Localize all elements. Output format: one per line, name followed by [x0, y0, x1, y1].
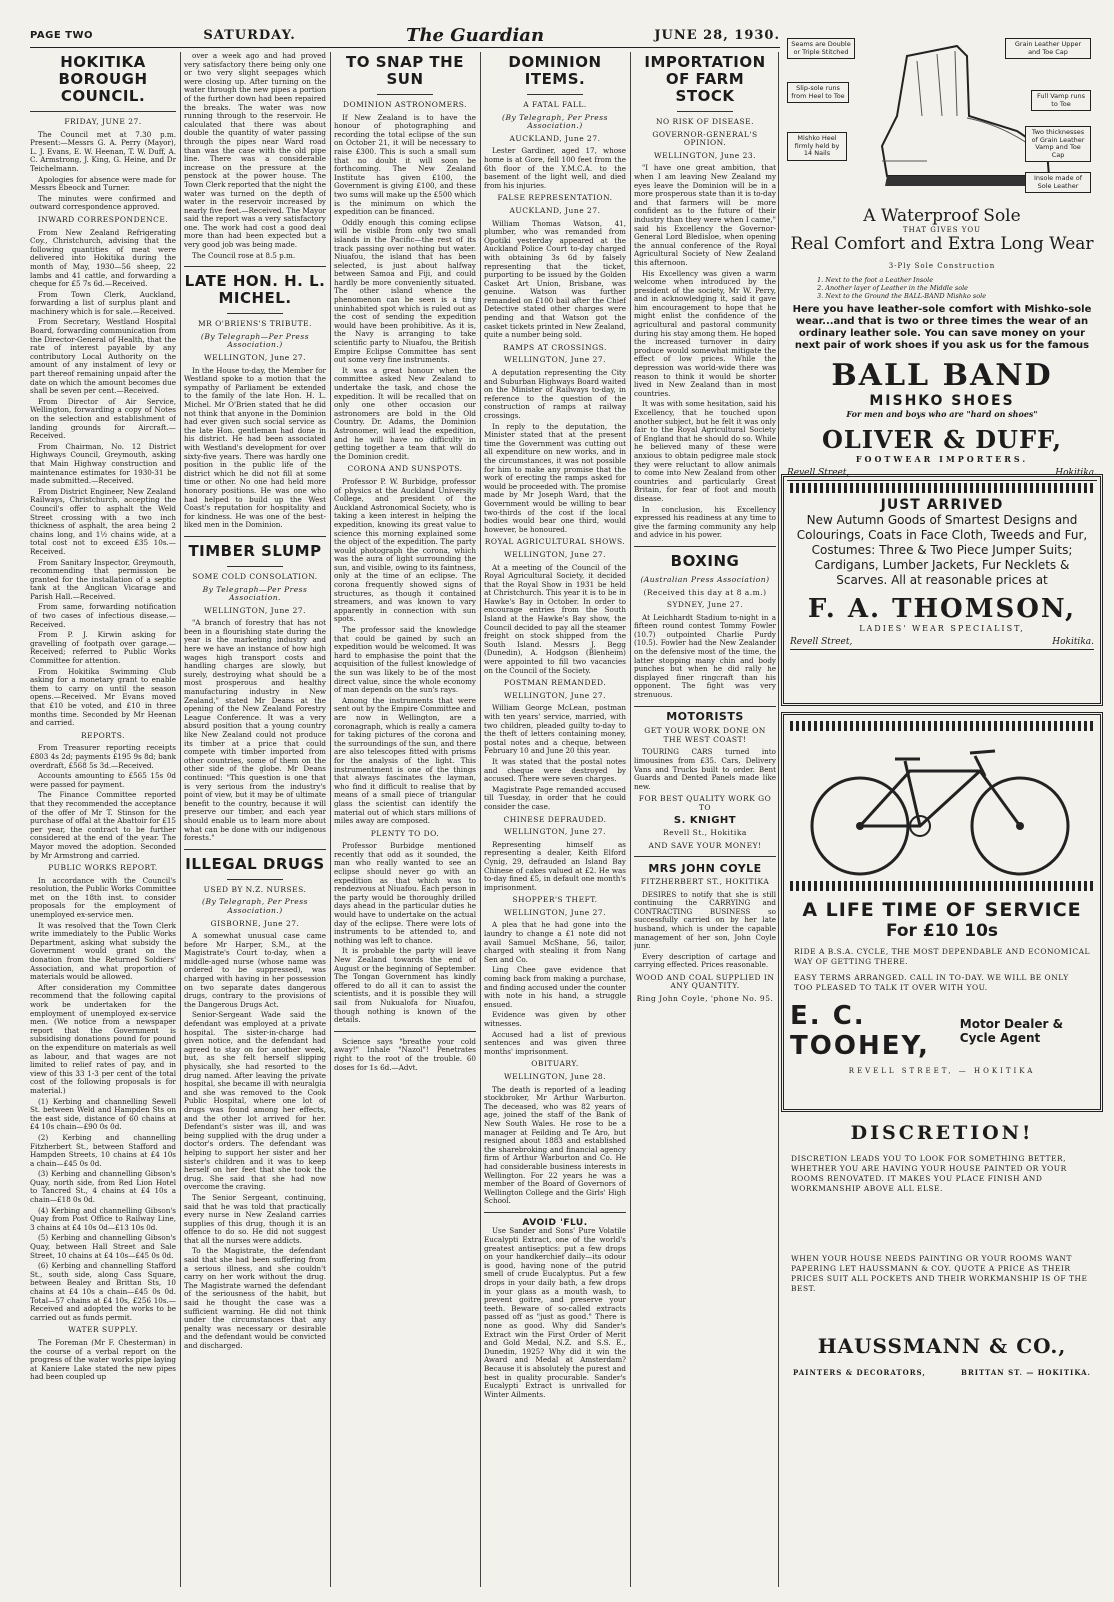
advert-coyle-address: FITZHERBERT ST., HOKITIKA: [640, 876, 770, 886]
paragraph: (5) Kerbing and channelling Gibson's Quay, between Hall Street and Sale Street, 10 chains at £4 10s—£45 0s 0d.: [30, 1233, 176, 1260]
advert-heading: DISCRETION!: [850, 1122, 1034, 1144]
paragraph: The death is reported of a leading stockbroker, Mr Arthur Warburton. The deceased, who was 82 years of age, joined the staff of the Bank of New South Wales. He rose to be a manager at Feilding and Te Aro, but resigned about 1883 and established the sharebroking and financial agency firm of Arthur Warburton and Co. He had considerable business interests in Wellington. For 22 years he was a member of the Board of Governors of Wellington College and the Girls' High School.: [484, 1084, 626, 1206]
advert-motorists-body: TOURING CARS turned into limousines from £35. Cars, Delivery Vans and Trucks built to order. Bent Guards and Dented Panels made like new.: [634, 747, 776, 791]
list-item: 2. Another layer of Leather in the Middle sole: [817, 284, 969, 292]
address-street: Revell Street,: [787, 468, 850, 478]
paragraph: The Senior Sergeant, continuing, said that he was told that practically every nurse in New Zealand carries supplies of this drug, though it is an offence to do so. He did not suggest that all the nurses were addicts.: [184, 1192, 326, 1245]
paragraph: It was resolved that the Town Clerk write immediately to the Public Works Department, asking what subsidy the Government would grant on the donation from the Returned Soldiers' Association, and what proportion of materials would be allowed.: [30, 920, 176, 982]
paragraph: To the Magistrate, the defendant said that she had been suffering from a serious illness, and she couldn't carry on her work without the drug. The Magistrate warned the defendant of the seriousness of the habit, but said he thought the case was a sufficient warning. He did not think under the circumstances that any penalty was necessary or desirable and the defendant would be convicted and discharged.: [184, 1246, 326, 1350]
firm-name: F. A. THOMSON,: [807, 594, 1077, 624]
subheading: RAMPS AT CROSSINGS.: [503, 342, 607, 352]
advert-body: RIDE A B.S.A. CYCLE, THE MOST DEPENDABLE AND ECONOMICAL WAY OF GETTING THERE.: [794, 947, 1090, 966]
paragraph: From Treasurer reporting receipts £803 4s 2d; payments £195 9s 8d; bank overdraft, £568 5s 3d.—Received.: [30, 743, 176, 770]
paragraph: Evidence was given by other witnesses.: [484, 1010, 626, 1028]
advert-body: DISCRETION LEADS YOU TO LOOK FOR SOMETHING BETTER, WHETHER YOU ARE HAVING YOUR HOUSE PAINTED OR YOUR ROOMS RENOVATED. IT MAKES YOU PLACE FINISH AND WORKMANSHIP ABOVE ALL ELSE.: [791, 1154, 1067, 1193]
advertisements-column: [781, 36, 1103, 1592]
divider: [634, 856, 776, 857]
column-rule: [630, 52, 631, 1587]
firm-description: Motor Dealer & Cycle Agent: [959, 1017, 1064, 1045]
headline-dominion-items: DOMINION ITEMS.: [508, 53, 602, 88]
masthead: [30, 26, 780, 48]
divider: [677, 111, 734, 112]
address-town: Hokitika.: [1055, 468, 1097, 478]
divider: [634, 706, 776, 707]
divider: [227, 566, 284, 567]
dateline: FRIDAY, JUNE 27.: [64, 117, 142, 126]
paragraph: From Director of Air Service, Wellington, forwarding a copy of Notes on the selection and establishment of landing grounds for Aircraft.—Received.: [30, 396, 176, 441]
paragraph: Ling Chee gave evidence that coming back from making a purchase, and finding accused under the counter with note in his hand, a struggle ensued.: [484, 965, 626, 1009]
advert-nazol: Science says "breathe your cold away!" Inhale "Nazol"! Penetrates right to the root of the trouble. 60 doses for 1s 6d.—Advt.: [334, 1036, 476, 1072]
paragraph: It was stated that the postal notes and cheque were destroyed by accused. There were seven charges.: [484, 756, 626, 784]
advert-tagline: For men and boys who are "hard on shoes": [846, 409, 1038, 419]
firm-address: [787, 1368, 1097, 1377]
column-eclipse: [334, 52, 476, 1592]
advert-list-heading: 3-Ply Sole Construction: [888, 262, 996, 270]
dateline: SYDNEY, June 27.: [666, 600, 744, 610]
divider: [184, 536, 326, 537]
advert-knight-name: S. KNIGHT: [673, 814, 737, 826]
headline-farm-stock: IMPORTATION OF FARM STOCK: [644, 53, 766, 105]
paragraph: Oddly enough this coming eclipse will be visible from only two small islands in the Pacific—the rest of its track passing over nothing but water. Niuafou, the island that has been selected, is just about halfway between Samoa and Fiji, and could hardly be more conveniently situated. The other island whence the phenomenon can be seen is a tiny uninhabited spot which is ruled out as the cost of sending the expedition would have been prohibitive. As it is, the Navy is arranging to take scientific party to Niuafou, the British Empire Eclipse Committee has sent out some very fine instruments.: [334, 217, 476, 365]
advert-heading: JUST ARRIVED: [880, 497, 1004, 513]
dateline: WELLINGTON, June 27.: [503, 549, 607, 559]
divider: [484, 1212, 626, 1213]
paragraph: If New Zealand is to have the honour of photographing and recording the total eclipse of the sun on October 21, it will be necessary to raise £300. This is such a small sum that no doubt it will soon be forthcoming. The New Zealand Institute has given £100, the Government is giving £100, and these two sums will make up the £500 which is the minimum on which the expedition can be financed.: [334, 112, 476, 217]
advert-knight-tagline: AND SAVE YOUR MONEY!: [648, 840, 762, 850]
byline: (By Telegraph, Per Press Association.): [202, 897, 308, 915]
dateline: GISBORNE, June 27.: [210, 918, 300, 928]
paragraph: (2) Kerbing and channelling Fitzherbert St., between Stafford and Hampden Streets, 10 chains at £4 10s a chain—£45 0s 0d.: [30, 1132, 176, 1168]
dateline: AUCKLAND, June 27.: [509, 205, 601, 215]
shoe-label: Two thicknesses of Grain Leather Vamp and Toe Cap: [1025, 126, 1091, 162]
paragraph: His Excellency was given a warm welcome when introduced by the president of the society, Mr W. Perry, and in acknowledging it, said it gave him encouragement to hope that he might enlist the confidence of the agricultural and pastoral community during his stay among them. He hoped the increased turnover in dairy produce would somewhat mitigate the effect of low prices. While the depression was world-wide there was reason to think it would be shorter lived in New Zealand than in most countries.: [634, 268, 776, 398]
paragraph: From Secretary, Westland Hospital Board, forwarding communication from the Director-General of Health, that the rate of interest payable by any contributory Local Authority on the amount of any instalment of levy or part thereof remaining unpaid after the date on which the amount becomes due shall be seven per cent.—Received.: [30, 317, 176, 396]
subheading: ROYAL AGRICULTURAL SHOWS.: [484, 537, 626, 547]
column-rule: [480, 52, 481, 1587]
paragraph: over a week ago and had proved very satisfactory there being only one or two very slight seepages which were closing up. After turning on the water through the new pipes a portion of the further down had been repaired the breaks. The water was now running through to the reservoir. He calculated that there was about double the quantity of water passing through the pipes near Ward road than was the case with the old pipe line. There was a considerable increase on the pressure at the penstock at the power house. The Town Clerk reported that the night the water was turned on the depth of water in the reservoir increased by nearly five feet.—Received. The Mayor said the report was a very satisfactory one. The work had cost a good deal more than had been expected but a very good job was being made.: [184, 52, 326, 250]
paragraph: After consideration my Committee recommend that the following capital work be undertaken for the employment of unemployed ex-service men. (We notice from a newspaper report that the Government is subsidising donations pound for pound on the expenditure on materials as well as labour, and that wages are not limited to relief rates of pay, and in view of this 33 1-3 per cent of the total cost of the following proposals is for material.): [30, 982, 176, 1095]
dateline: WELLINGTON, June 27.: [503, 827, 607, 837]
headline-avoid-flu: AVOID 'FLU.: [522, 1217, 588, 1228]
advert-haussmann: [781, 1122, 1103, 1580]
paragraph: In reply to the deputation, the Minister stated that at the present time the Government was cutting out all expenditure on new works, and in the circumstances, it was not possible for him to make any promise that the work of erecting the ramps asked for would be proceeded with. The promise made by Mr Joseph Ward, that the Government would be willing to bear two-thirds of the cost if the local bodies would bear one third, would however, be honoured.: [484, 421, 626, 534]
dateline: WELLINGTON, June 28.: [503, 1071, 607, 1081]
paragraph: It is probable the party will leave New Zealand towards the end of August or the beginning of September. The Tongan Government has kindly offered to do all it can to assist the scientists, and it is possible they will sail from Nukualofa for Niuafou, though nothing is known of the details.: [334, 946, 476, 1025]
divider: [527, 94, 584, 95]
masthead-date: JUNE 28, 1930.: [654, 28, 780, 43]
shoe-illustration: [787, 36, 1097, 206]
subheading: FALSE REPRESENTATION.: [497, 193, 613, 203]
paragraph: William George McLean, postman with ten years' service, married, with two children, pleaded guilty to-day to the theft of letters containing money, postal notes and a cheque, between February 10 and June 20 this year.: [484, 703, 626, 756]
paragraph: A deputation representing the City and Suburban Highways Board waited on the Minister of Railways to-day, in reference to the question of the construction of ramps at railway crossings.: [484, 368, 626, 420]
advert-subheading: THAT GIVES YOU: [902, 226, 982, 234]
subheading: CORONA AND SUNSPOTS.: [347, 464, 463, 474]
paragraph: From P. J. Kirwin asking for gravelling of footpath over garage.—Received; referred to Public Works Committee for attention.: [30, 630, 176, 666]
subheading: INWARD CORRESPONDENCE.: [37, 214, 169, 224]
byline: By Telegraph—Per Press Association.: [202, 584, 308, 603]
address-street: BRITTAN ST. — HOKITIKA.: [961, 1368, 1091, 1377]
advert-body: EASY TERMS ARRANGED. CALL IN TO-DAY. WE WILL BE ONLY TOO PLEASED TO TALK IT OVER WITH YOU.: [794, 973, 1069, 992]
paragraph: At a meeting of the Council of the Royal Agricultural Society, it decided that the Royal Show in 1931 be held at Christchurch. This year it is to be in Hawke's Bay in October. In order to encourage entries from the South Island at the Hawke's Bay show, the Council decided to pay all the steamer freight on stock shipped from the South Island. Messrs J. Begg (Dunedin), A. Hodgson (Blenheim) were appointed to fill two vacancies on the Council of the Society.: [484, 562, 626, 675]
byline: (By Telegraph—Per Press Association.): [200, 331, 310, 350]
dateline: AUCKLAND, June 27.: [509, 133, 601, 143]
advert-ball-band: [781, 36, 1103, 478]
firm-description: PAINTERS & DECORATORS,: [793, 1368, 926, 1377]
divider: [30, 111, 176, 112]
shoe-label: Slip-sole runs from Heel to Toe: [787, 82, 849, 103]
list-item: 1. Next to the foot a Leather Insole: [817, 276, 934, 284]
byline: (Australian Press Association): [640, 574, 770, 584]
column-rule: [778, 52, 779, 1587]
paragraph: (1) Kerbing and channelling Sewell St. between Weld and Hampden Sts on the east side, distance of 60 chains at £4 10s chain—£90 0s 0d.: [30, 1096, 176, 1132]
paragraph: It was a great honour when the committee asked New Zealand to undertake the task, and chose the expedition. It will be recalled that on only one other occasion our astronomers are bold in the Old Country. Dr. Adams, the Dominion Astronomer, will lead the expedition, and he will have no difficulty in getting together a team that will do the Dominion credit.: [334, 365, 476, 461]
headline-drugs: ILLEGAL DRUGS: [185, 854, 325, 873]
address-street: Revell Street,: [790, 637, 853, 647]
bicycle-icon: [790, 731, 1090, 881]
masthead-day: SATURDAY.: [203, 28, 296, 43]
paragraph: "A branch of forestry that has not been in a flourishing state during the year is the marketing industry and here we have an instance of how high wages high transport costs and handling charges are slowly, but surely, destroying what should be a most prosperous and healthy manufacturing industry in New Zealand," stated Mr Deans at the opening of the New Zealand Forestry League Conference. It was a very absurd position that a young country like New Zealand could not produce its timber at a price that could compete with timber imported from other countries, some of them on the other side of the globe. Mr Deans continued: "This question is one that is very serious from the industry's point of view, but it may be of ultimate benefit to the country, because it will preserve our timber, and each year should enable us to learn more about what can be done with our indigenous forests.": [184, 618, 326, 843]
advert-body: WHEN YOUR HOUSE NEEDS PAINTING OR YOUR ROOMS WANT PAPERING LET HAUSSMANN & COY. QUOTE A PRICE AS THEIR PRICES SUIT ALL POCKETS AND THEIR WORKMANSHIP IS OF THE BEST.: [791, 1254, 1088, 1293]
decorative-border: [790, 483, 1094, 493]
decorative-border: [790, 721, 1094, 731]
paragraph: The professor said the knowledge that could be gained by such an expedition would be welcomed. It was hard to emphasise the point that the acquisition of the fullest knowledge of the sun was likely to be of the most direct value, since the whole economy of man depends on the sun's rays.: [334, 625, 476, 695]
divider: [334, 1031, 476, 1032]
divider: [184, 266, 326, 267]
advert-heading: A LIFE TIME OF SERVICE: [802, 899, 1082, 921]
advert-thomson: [781, 474, 1103, 706]
paragraph: The minutes were confirmed and outward correspondence approved.: [30, 193, 176, 212]
paragraph: From New Zealand Refrigerating Coy., Christchurch, advising that the following quantities of meat were delivered into Hokitika during the month of May, 1930—56 sheep, 22 lambs and 41 cattle, and forwarding a cheque for £5 7s 6d.—Received.: [30, 227, 176, 289]
firm-name: E. C. TOOHEY,: [790, 1001, 930, 1061]
column-dominion-items: [484, 52, 626, 1592]
paragraph: A plea that he had gone into the laundry to change a £1 note did not avail Samuel McShane, 56, tailor, charged with stealing it from Nang Sen and Co.: [484, 920, 626, 964]
subheading: CHINESE DEFRAUDED.: [503, 814, 607, 824]
advert-knight-address: Revell St., Hokitika: [663, 828, 747, 838]
subheading: OBITUARY.: [531, 1059, 579, 1069]
advert-coyle-body: DESIRES to notify that she is still continuing the CARRYING and CONTRACTING BUSINESS so successfully carried on by her late husband, which is under the capable management of her son, John Coyle junr.: [634, 889, 776, 951]
paragraph: Senior-Sergeant Wade said the defendant was employed at a private hospital. The sister-in-charge had given notice, and the defendant had agreed to stay on for another week, but, as she felt herself slipping physically, she had resorted to the drug named. After leaving the private hospital, she became ill with neuralgia and she was removed to the Cook Public Hospital, where one lot of drugs was found among her effects, and the other lot arrived for her. Defendant's sister was ill, and was being supplied with the drug under a doctor's orders. The defendant was helping to support her sister and her sister's children and it was to keep herself on her feet that she took the drug. She said that she had now overcome the craving.: [184, 1010, 326, 1192]
subheading: REPORTS.: [80, 730, 126, 740]
paragraph: (6) Kerbing and channelling Stafford St., south side, along Cass Square, between Bealey and Brittan Sts, 10 chains at £4 10s a chain—£45 0s 0d. Total—57 chains at £4 10s, £256 10s.—Received and adopted the works to be carried out as funds permit.: [30, 1261, 176, 1322]
paragraph: Among the instruments that were sent out by the Empire Committee and are now in Wellington, are a coronagraph, which is really a camera for taking pictures of the corona and the surroundings of the sun, and there are also telescopes fitted with prisms for the analysis of the light. This instrumentment is one of the things that always fascinates the layman, who find it difficult to realise that by means of a small piece of triangular glass the scientist can identify the material out of which stars millions of miles away are composed.: [334, 695, 476, 826]
headline-michel: LATE HON. H. L. MICHEL.: [184, 272, 326, 308]
dateline: WELLINGTON, June 27.: [503, 690, 607, 700]
firm-address: REVELL STREET, — HOKITIKA: [848, 1067, 1036, 1075]
subheading: NO RISK OF DISEASE.: [655, 117, 755, 126]
paragraph: In accordance with the Council's resolution, the Public Works Committee met on the 18th inst. to consider proposals for the employment of unemployed ex-service men.: [30, 875, 176, 920]
column-council: [30, 52, 176, 1592]
divider: [227, 879, 284, 880]
brand-ball-band: BALL BAND: [831, 358, 1053, 393]
dateline: WELLINGTON, June 27.: [503, 355, 607, 365]
paragraph: Professor P. W. Burbidge, professor of physics at the Auckland University College, and president of the Auckland Astronomical Society, who is taking a keen interest in helping the expedition, knowing its great value to science this morning explained some the object of the expedition. The party would photograph the corona, which was the aura of light surrounding the sun, and visible, owing to its faintness, only at the time of an eclipse. The corona frequently showed signs of structures, as though it contained streamers, and was known to vary apparently in connection with sun spots.: [334, 476, 476, 624]
advert-body: Here you have leather-sole comfort with Mishko-sole wear...and that is two or three times the wear of an ordinary leather sole. You can save money on your next pair of work shoes if you ask us for the famous: [792, 304, 1092, 351]
advert-motorists-call: FOR BEST QUALITY WORK GO TO: [638, 794, 772, 812]
subheading: WATER SUPPLY.: [68, 1325, 138, 1335]
paragraph: Accounts amounting to £565 15s 0d were passed for payment.: [30, 771, 176, 789]
advert-toohey: [781, 712, 1103, 1112]
paragraph: Representing himself as representing a dealer, Keith Elford Cynig, 29, defrauded an Island Bay Chinese of cakes valued at £2. He was to-day fined £5, in default one month's imprisonment.: [484, 839, 626, 892]
advert-motorists-heading: MOTORISTS: [666, 709, 744, 723]
subheading: SOME COLD CONSOLATION.: [192, 571, 318, 581]
advert-coyle-prices: Every description of cartage and carrying effected. Prices reasonable.: [634, 951, 776, 970]
byline: (By Telegraph, Per Press Association.): [502, 112, 608, 131]
subheading: MR O'BRIENS'S TRIBUTE.: [197, 319, 313, 329]
paragraph: At Leichhardt Stadium to-night in a fifteen round contest Tommy Fowler (10.7) outpointed Charlie Purdy (10.5). Fowler had the New Zealander on the defensive most of the time, the latter stopping many chin and body punches but when he did rally he displayed finer ringcraft than his opponent. The fight was very strenuous.: [634, 612, 776, 700]
paragraph: William Thomas Watson, 41, plumber, who was remanded from Opotiki yesterday appeared at the Auckland Police Court to-day charged with obtaining 3s 6d by falsely representing that the ticket, purporting to be issued by the Golden Casket Art Union, Brisbane, was genuine. Watson was further remanded on £100 bail after the Chief Detective stated other charges were pending and that Watson got the casket tickets printed in New Zealand, quite a number being sold.: [484, 218, 626, 340]
paragraph: Apologies for absence were made for Messrs Ebeock and Turner.: [30, 174, 176, 193]
page-number: PAGE TWO: [30, 30, 94, 41]
paragraph: (3) Kerbing and channelling Gibson's Quay, north side, from Red Lion Hotel to Tancred St., 4 chains at £4 10s a chain—£18 0s 0d.: [30, 1169, 176, 1205]
subheading: A FATAL FALL.: [523, 100, 587, 109]
paragraph: In conclusion, his Excellency expressed his readiness at any time to give the farming community any help and advice in his power.: [634, 504, 776, 540]
firm-description: LADIES' WEAR SPECIALIST,: [859, 624, 1025, 633]
paragraph: "I have one great ambition, that when I am leaving New Zealand my eyes leave the Dominion will be in a more prosperous state than it is to-day and that farmers will be more confident as to the future of their industry than they were when I came," said his Excellency the Governor-General Lord Bledisloe, when opening the annual conference of the Royal Agricultural Society of New Zealand this afternoon.: [634, 163, 776, 267]
paragraph: From Hokitika Swimming Club asking for a monetary grant to enable them to carry on until the season opens.—Received. Mr Evans moved that £10 be voted, and £10 in three months time. Seconded by Mr Heenan and carried.: [30, 666, 176, 728]
headline-snap-the-sun: TO SNAP THE SUN: [346, 53, 464, 88]
advert-heading: Real Comfort and Extra Long Wear: [790, 234, 1094, 254]
column-rule: [180, 52, 181, 1587]
paragraph: In the House to-day, the Member for Westland spoke to a motion that the sympathy of Parliament be extended to the family of the late Hon. H. L. Michel. Mr O'Brien stated that he did not think that anyone in the Dominion had ever given such social service as the late Hon. gentleman had done in his district. He had been associated with Westland's development for over sixty-five years. There was hardly one position in the public life of the district which he did not fill at some time or other. No one had held more honorary positions. He was one who had helped to build up the West Coast's reputation for hospitality and for kindness. He was one of the best-liked men in the Dominion.: [184, 365, 326, 530]
dateline: WELLINGTON, June 27.: [203, 353, 307, 363]
paragraph: Magistrate Page remanded accused till Tuesday, in order that he could consider the case.: [484, 784, 626, 811]
paragraph: Lester Gardiner, aged 17, whose home is at Gore, fell 100 feet from the 6th floor of the Y.M.C.A. to the basement of the light well, and died from his injuries.: [484, 146, 626, 190]
advert-coyle-heading: MRS JOHN COYLE: [648, 862, 762, 876]
subheading: DOMINION ASTRONOMERS.: [342, 100, 468, 109]
paragraph: The Council rose at 8.5 p.m.: [192, 250, 296, 260]
paragraph: From Chairman, No. 12 District Highways Council, Greymouth, asking that Main Highway construction and maintenance estimates for 1930-31 be made submitted.—Received.: [30, 441, 176, 486]
firm-name: OLIVER & DUFF,: [821, 425, 1062, 454]
newspaper-title: The Guardian: [406, 25, 545, 46]
advert-list: [817, 276, 1097, 300]
column-michel-timber-drugs: [184, 52, 326, 1592]
dateline: WELLINGTON, June 27.: [203, 605, 307, 615]
subheading: GOVERNOR-GENERAL'S OPINION.: [652, 129, 758, 148]
column-farm-stock: [634, 52, 776, 1592]
bicycle-illustration: [790, 731, 1094, 881]
address-town: Hokitika.: [1052, 637, 1094, 647]
shoe-label: Insole made of Sole Leather: [1025, 172, 1091, 193]
divider: [634, 546, 776, 547]
firm-address: [790, 637, 1094, 650]
headline-timber: TIMBER SLUMP: [188, 541, 322, 560]
headline-council: HOKITIKA BOROUGH COUNCIL.: [58, 53, 148, 105]
paragraph: A somewhat unusual case came before Mr Harper, S.M., at the Magistrate's Court to-day, when a middle-aged nurse (whose name was ordered to be suppressed), was charged with having in her possession on two separate dates dangerous drugs, contrary to the provisions of the Dangerous Drugs Act.: [184, 931, 326, 1009]
advert-price: For £10 10s: [885, 921, 999, 941]
subheading: USED BY N.Z. NURSES.: [203, 884, 307, 894]
subheading: PUBLIC WORKS REPORT.: [48, 863, 158, 873]
advert-heading: A Waterproof Sole: [863, 206, 1021, 226]
paragraph: Accused had a list of previous sentences and was given three months' imprisonment.: [484, 1029, 626, 1056]
advert-coyle-wood: WOOD AND COAL SUPPLIED IN ANY QUANTITY.: [635, 972, 775, 991]
column-rule: [330, 52, 331, 1587]
subheading: PLENTY TO DO.: [370, 828, 440, 838]
headline-boxing: BOXING: [670, 551, 740, 570]
paragraph: (4) Kerbing and channelling Gibson's Quay from Post Office to Railway Line, 3 chains at £4 10s 0d—£13 10s 0d.: [30, 1205, 176, 1232]
advert-body: New Autumn Goods of Smartest Designs and Colourings, Coats in Face Cloth, Tweeds and Fur, Costumes: Three & Two Piece Jumper Suits; Cardigans, Lumber Jackets, Fur Necklets & Scarves. All at reasonable prices at: [796, 513, 1088, 587]
paragraph: The Finance Committee reported that they recommended the acceptance of the offer of Mr T. Stinson for the purchase of offal at the Abattoir for £15 per year, the contract to be further considered at the end of the year. The Mayor moved the adoption. Seconded by Mr Armstrong and carried.: [30, 790, 176, 860]
firm-description: FOOTWEAR IMPORTERS.: [855, 454, 1029, 464]
brand-mishko: MISHKO SHOES: [869, 393, 1015, 409]
divider: [377, 94, 434, 95]
paragraph: From District Engineer, New Zealand Railways, Christchurch, accepting the Council's offer to asphalt the Weld Street crossing with a two inch thickness of asphalt, the area being 2 chains long, and 1½ chains wide, at a total cost not to exceed £35 10s.—Received.: [30, 486, 176, 556]
shoe-label: Seams are Double or Triple Stitched: [787, 38, 855, 59]
paragraph: The Council met at 7.30 p.m. Present:—Messrs G. A. Perry (Mayor), L. J. Evans, E. W. Heenan, T. W. Duff, A. C. Armstrong, J. King, G. Heine, and Dr Teichelmann.: [30, 129, 176, 173]
advert-motorists-sub: GET YOUR WORK DONE ON THE WEST COAST!: [644, 726, 766, 744]
paragraph: From Town Clerk, Auckland, forwarding a list of surplus plant and machinery which is for sale.—Received.: [30, 289, 176, 316]
divider: [184, 849, 326, 850]
advert-eucalypti: Use Sander and Sons' Pure Volatile Eucalypti Extract, one of the world's greatest antiseptics: put a few drops on your handkerchief daily—its odour is good, having none of the putrid smell of crude Eucalyptus. Put a few drops in your daily bath, a few drops in your glass as a mouth wash, to prevent goitre, and preserve your teeth. Beware of so-called extracts passed off as "just as good." There is none as good. Why did Sander's Extract win the First Order of Merit and Gold Medal, N.Z. and S.S. E., Dunedin, 1925? Why did it win the Award and Medal at Amsterdam? Because it is absolutely the purest and best in quality procurable. Sander's Eucalypti Extract is unrivalled for Winter Ailments.: [484, 1226, 626, 1399]
shoe-label: Grain Leather Upper and Toe Cap: [1005, 38, 1091, 59]
paragraph: Professor Burbidge mentioned recently that odd as it sounded, the man who really wanted to see an eclipse should never go with an expedition as that which was to rendezvous at Niuafou. Each person in the party would be thoroughly drilled days ahead in the particular duties he would have to undertake on the actual day of the eclipse. There were lots of instruments to be attended to, and nothing was left to chance.: [334, 841, 476, 945]
paragraph: The Foreman (Mr F. Chesterman) in the course of a verbal report on the progress of the water works pipe laying at Kaniere Lake stated the new pipes had been coupled up: [30, 1337, 176, 1382]
dateline: WELLINGTON, June 27.: [503, 907, 607, 917]
firm-block: [790, 1001, 1094, 1061]
dateline: WELLINGTON, June 23.: [653, 150, 757, 160]
list-item: 3. Next to the Ground the BALL-BAND Mishko sole: [817, 292, 987, 300]
firm-name: HAUSSMANN & CO.,: [817, 1334, 1067, 1358]
paragraph: From Sanitary Inspector, Greymouth, recommending that permission be granted for the installation of a septic tank at the Anglican Vicarage and Parish Hall.—Received.: [30, 557, 176, 601]
shoe-label: Full Vamp runs to Toe: [1031, 90, 1091, 111]
decorative-border: [790, 881, 1094, 891]
divider: [227, 313, 284, 314]
shoe-label: Mishko Heel firmly held by 14 Nails: [787, 132, 847, 161]
dateline: (Received this day at 8 a.m.): [643, 587, 767, 597]
advert-coyle-phone: Ring John Coyle, 'phone No. 95.: [636, 994, 774, 1004]
subheading: SHOPPER'S THEFT.: [512, 895, 598, 905]
subheading: POSTMAN REMANDED.: [503, 678, 607, 688]
paragraph: It was with some hesitation, said his Excellency, that he touched upon another subject, but he felt it was only fair to the Royal Agricultural Society of England that he should do so. While he believed many of these were anxious to obtain pedigree male stock they were reluctant to allow animals to come into New Zealand from other countries and particularly Great Britain, for fear of foot and mouth disease.: [634, 399, 776, 503]
paragraph: From same, forwarding notification of two cases of infectious disease.—Received.: [30, 602, 176, 629]
